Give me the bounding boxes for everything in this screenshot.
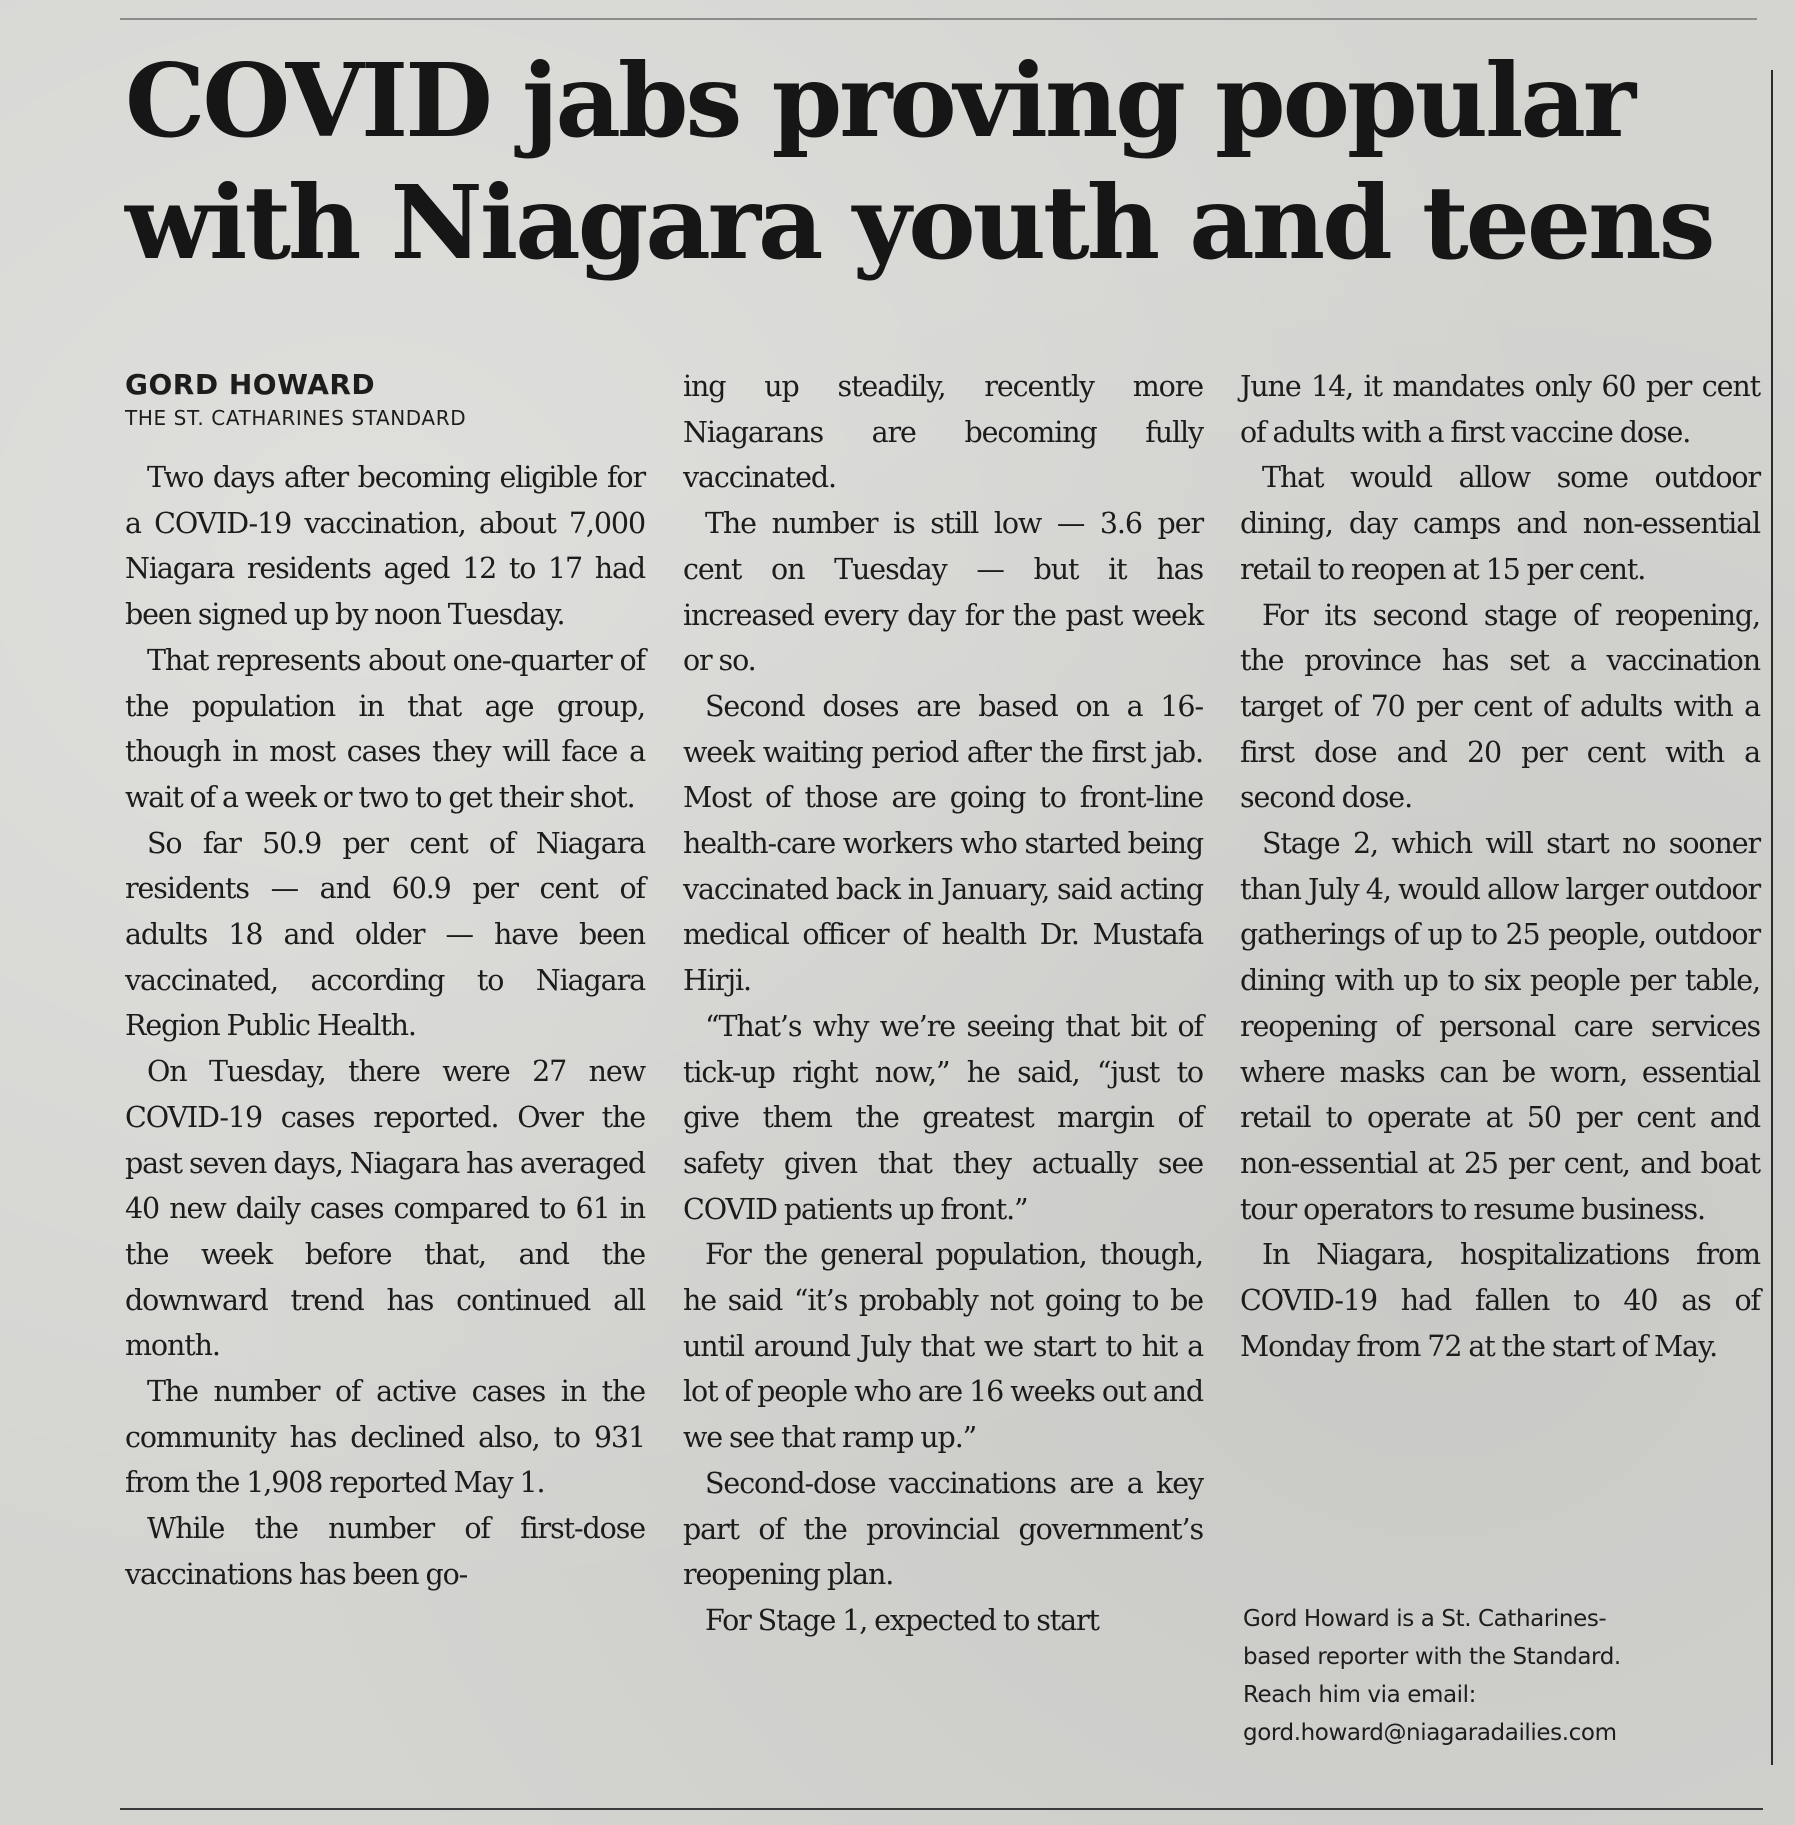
paragraph: “That’s why we’re seeing that bit of tick-up right now,” he said, “just to give them the greatest margin of safety given that they actually see COVID patients up front.”	[683, 1009, 1203, 1226]
paragraph: Two days after becoming eligible for a COVID-19 vaccination, about 7,000 Niagara residents aged 12 to 17 had been signed up by noon Tuesday.	[125, 461, 645, 632]
author-outlet: THE ST. CATHARINES STANDARD	[125, 406, 467, 430]
paragraph: For the general population, though, he said “it’s probably not going to be until around July that we start to hit a lot of people who are 16 weeks out and we see that ramp up.”	[683, 1238, 1203, 1455]
bottom-divider	[120, 1808, 1763, 1810]
paragraph: For its second stage of reopening, the province has set a vaccination target of 70 per cent of adults with a first dose and 20 per cent with a second dose.	[1240, 598, 1760, 815]
bio-line: based reporter with the Standard.	[1243, 1644, 1621, 1670]
paragraph: Second doses are based on a 16-week waiting period after the first jab. Most of those are going to front-line health-care workers who started being vaccinated back in January, said acting medical officer of health Dr. Mustafa Hirji.	[683, 689, 1203, 998]
paragraph: Second-dose vaccinations are a key part of the provincial government’s reopening plan.	[683, 1466, 1203, 1592]
paragraph: In Niagara, hospitalizations from COVID-19 had fallen to 40 as of Monday from 72 at the start of May.	[1240, 1238, 1760, 1363]
top-divider	[120, 18, 1757, 20]
paragraph: On Tuesday, there were 27 new COVID-19 cases reported. Over the past seven days, Niagara has averaged 40 new daily cases compared to 61 in the week before that, and the downward trend has continued all month.	[125, 1055, 645, 1363]
paragraph: That would allow some outdoor dining, day camps and non-essential retail to reopen at 15 per cent.	[1240, 461, 1760, 586]
article-column-2	[683, 364, 1203, 1644]
paragraph: For Stage 1, expected to start	[705, 1603, 1099, 1637]
bio-line: Reach him via email:	[1243, 1682, 1476, 1708]
headline	[125, 40, 1725, 284]
article-column-3	[1240, 364, 1760, 1369]
column-divider-right	[1771, 70, 1773, 1765]
article-column-1	[125, 455, 645, 1598]
headline-line-2: with Niagara youth and teens	[125, 163, 1713, 282]
byline	[125, 368, 685, 432]
headline-line-1: COVID jabs proving popular	[125, 41, 1634, 160]
paragraph: June 14, it mandates only 60 per cent of adults with a first vaccine dose.	[1240, 370, 1760, 449]
paragraph: So far 50.9 per cent of Niagara residents — and 60.9 per cent of adults 18 and older — have been vaccinated, according to Niagara Region Public Health.	[125, 826, 645, 1043]
paragraph: The number of active cases in the community has declined also, to 931 from the 1,908 reported May 1.	[125, 1375, 645, 1500]
author-bio	[1243, 1600, 1743, 1752]
paragraph: ing up steadily, recently more Niagarans are becoming fully vaccinated.	[683, 370, 1203, 495]
author-name: GORD HOWARD	[125, 368, 376, 401]
paragraph: While the number of first-dose vaccinations has been go-	[125, 1512, 645, 1591]
paragraph: The number is still low — 3.6 per cent on Tuesday — but it has increased every day for the past week or so.	[683, 507, 1203, 678]
author-email: gord.howard@niagaradailies.com	[1243, 1720, 1617, 1746]
paragraph: That represents about one-quarter of the population in that age group, though in most cases they will face a wait of a week or two to get their shot.	[125, 643, 645, 814]
paragraph: Stage 2, which will start no sooner than July 4, would allow larger outdoor gatherings of up to 25 people, outdoor dining with up to six people per table, reopening of personal care services where masks can be worn, essential retail to operate at 50 per cent and non-essential at 25 per cent, and boat tour operators to resume business.	[1240, 827, 1760, 1226]
bio-line: Gord Howard is a St. Catharines-	[1243, 1606, 1607, 1632]
